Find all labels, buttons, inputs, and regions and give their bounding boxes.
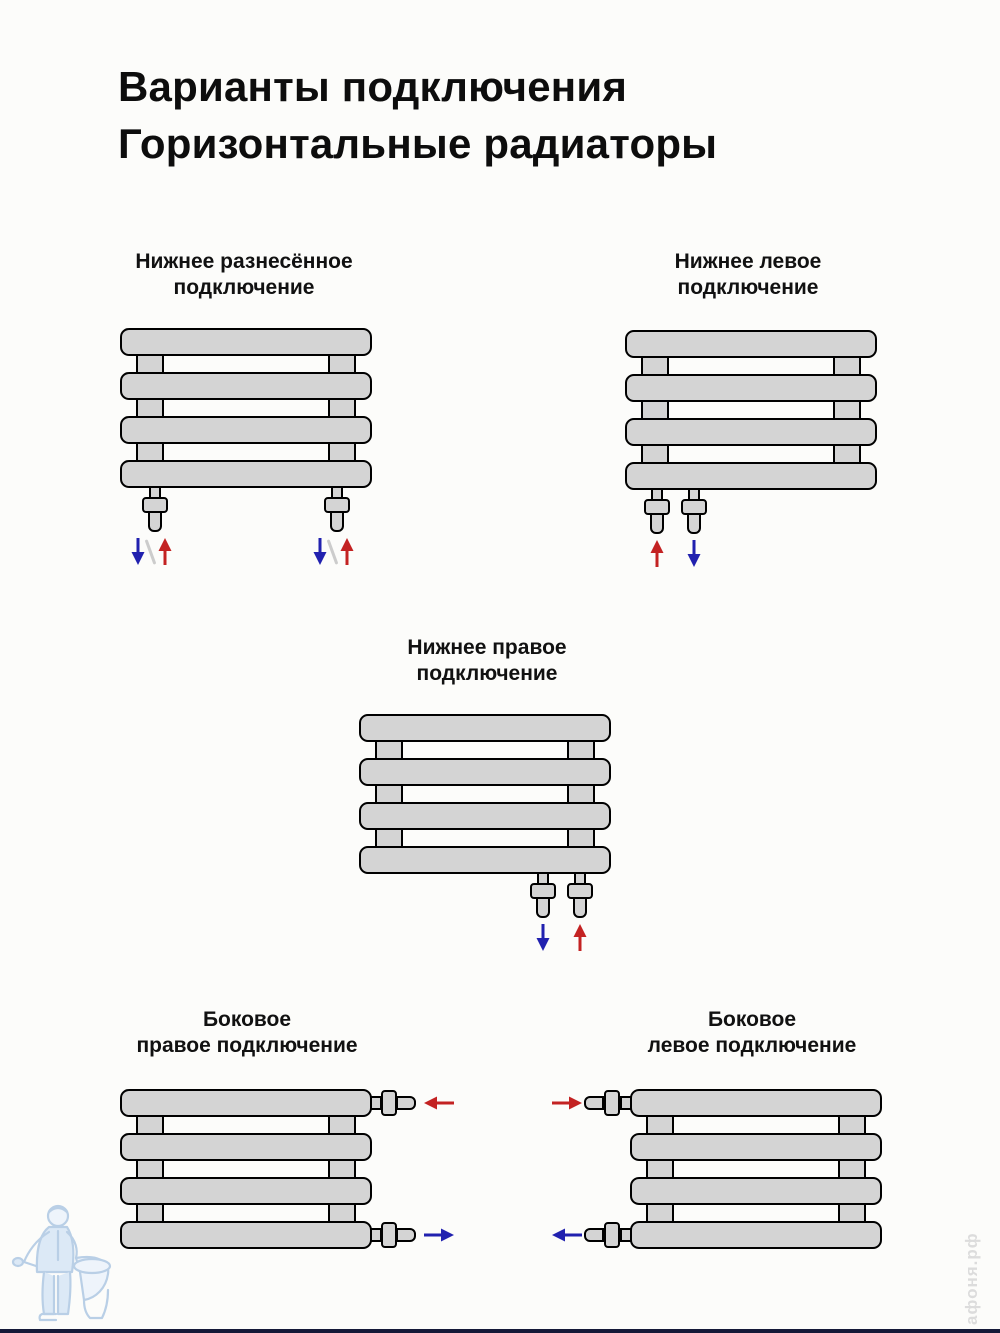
radiator-post [838, 1103, 866, 1235]
site-watermark-text: афоня.рф [962, 1232, 981, 1325]
footer-bar [0, 1329, 1000, 1333]
flow-direction-slash [145, 539, 157, 564]
radiator [359, 714, 611, 874]
supply-arrow-up-icon [158, 538, 172, 566]
radiator-bar [359, 714, 611, 742]
diagram-label-line1: Боковое [202, 1008, 292, 1031]
valve-pipe [536, 897, 550, 918]
radiator-post [567, 728, 595, 860]
return-arrow-down-icon [313, 538, 327, 566]
supply-arrow-up-icon [573, 924, 587, 952]
valve-pipe [584, 1096, 604, 1110]
radiator-bar [625, 462, 877, 490]
valve-nut [381, 1222, 397, 1248]
radiator-post [328, 1103, 356, 1235]
radiator-bar [120, 328, 372, 356]
return-arrow-down-icon [131, 538, 145, 566]
diagram-label-line2: левое подключение [647, 1034, 857, 1057]
diagram-label-line2: подключение [677, 276, 819, 299]
radiator-post [641, 344, 669, 476]
return-arrow-left-icon [552, 1228, 582, 1242]
flow-direction-slash [327, 539, 339, 564]
radiator-bar [359, 758, 611, 786]
valve-pipe [330, 511, 344, 532]
return-arrow-down-icon [536, 924, 550, 952]
radiator-post [136, 342, 164, 474]
valve-pipe [650, 513, 664, 534]
radiator-bar [630, 1133, 882, 1161]
supply-arrow-right-icon [552, 1096, 582, 1110]
diagram-label-line1: Боковое [707, 1008, 797, 1031]
radiator [120, 328, 372, 488]
diagram-label [602, 1007, 902, 1059]
valve-pipe [687, 513, 701, 534]
diagram-label-line2: подключение [416, 662, 558, 685]
supply-arrow-left-icon [424, 1096, 454, 1110]
radiator-bar [120, 1089, 372, 1117]
radiator-bar [630, 1089, 882, 1117]
radiator-bar [625, 374, 877, 402]
radiator-bar [359, 846, 611, 874]
return-arrow-right-icon [424, 1228, 454, 1242]
radiator-post [833, 344, 861, 476]
diagram-label [337, 635, 637, 687]
diagram-label-line1: Нижнее разнесённое [135, 250, 353, 273]
supply-arrow-up-icon [340, 538, 354, 566]
radiator [625, 330, 877, 490]
plumber-logo-watermark [6, 1200, 124, 1328]
radiator-bar [630, 1177, 882, 1205]
radiator-bar [120, 1133, 372, 1161]
radiator-bar [120, 372, 372, 400]
return-arrow-down-icon [687, 540, 701, 568]
radiator-post [375, 728, 403, 860]
page-title-line1: Варианты подключения [118, 63, 628, 110]
radiator [630, 1089, 882, 1249]
radiator-bar [120, 1177, 372, 1205]
valve-nut [604, 1222, 620, 1248]
radiator-post [328, 342, 356, 474]
radiator-bar [625, 330, 877, 358]
valve-pipe [148, 511, 162, 532]
radiator-post [646, 1103, 674, 1235]
radiator-bar [359, 802, 611, 830]
diagram-label-line2: подключение [173, 276, 315, 299]
valve-pipe [396, 1228, 416, 1242]
radiator-bar [120, 416, 372, 444]
diagram-label [97, 1007, 397, 1059]
radiator-bar [630, 1221, 882, 1249]
valve-pipe [396, 1096, 416, 1110]
diagram-label [94, 249, 394, 301]
page-title [118, 58, 938, 172]
diagram-label [598, 249, 898, 301]
supply-arrow-up-icon [650, 540, 664, 568]
radiator-bar [625, 418, 877, 446]
valve-pipe [573, 897, 587, 918]
valve-nut [381, 1090, 397, 1116]
valve-pipe [584, 1228, 604, 1242]
radiator [120, 1089, 372, 1249]
diagram-label-line1: Нижнее левое [674, 250, 822, 273]
valve-nut [604, 1090, 620, 1116]
diagram-label-line1: Нижнее правое [407, 636, 567, 659]
diagram-label-line2: правое подключение [136, 1034, 358, 1057]
radiator-post [136, 1103, 164, 1235]
radiator-bar [120, 460, 372, 488]
radiator-bar [120, 1221, 372, 1249]
page-title-line2: Горизонтальные радиаторы [118, 120, 718, 167]
